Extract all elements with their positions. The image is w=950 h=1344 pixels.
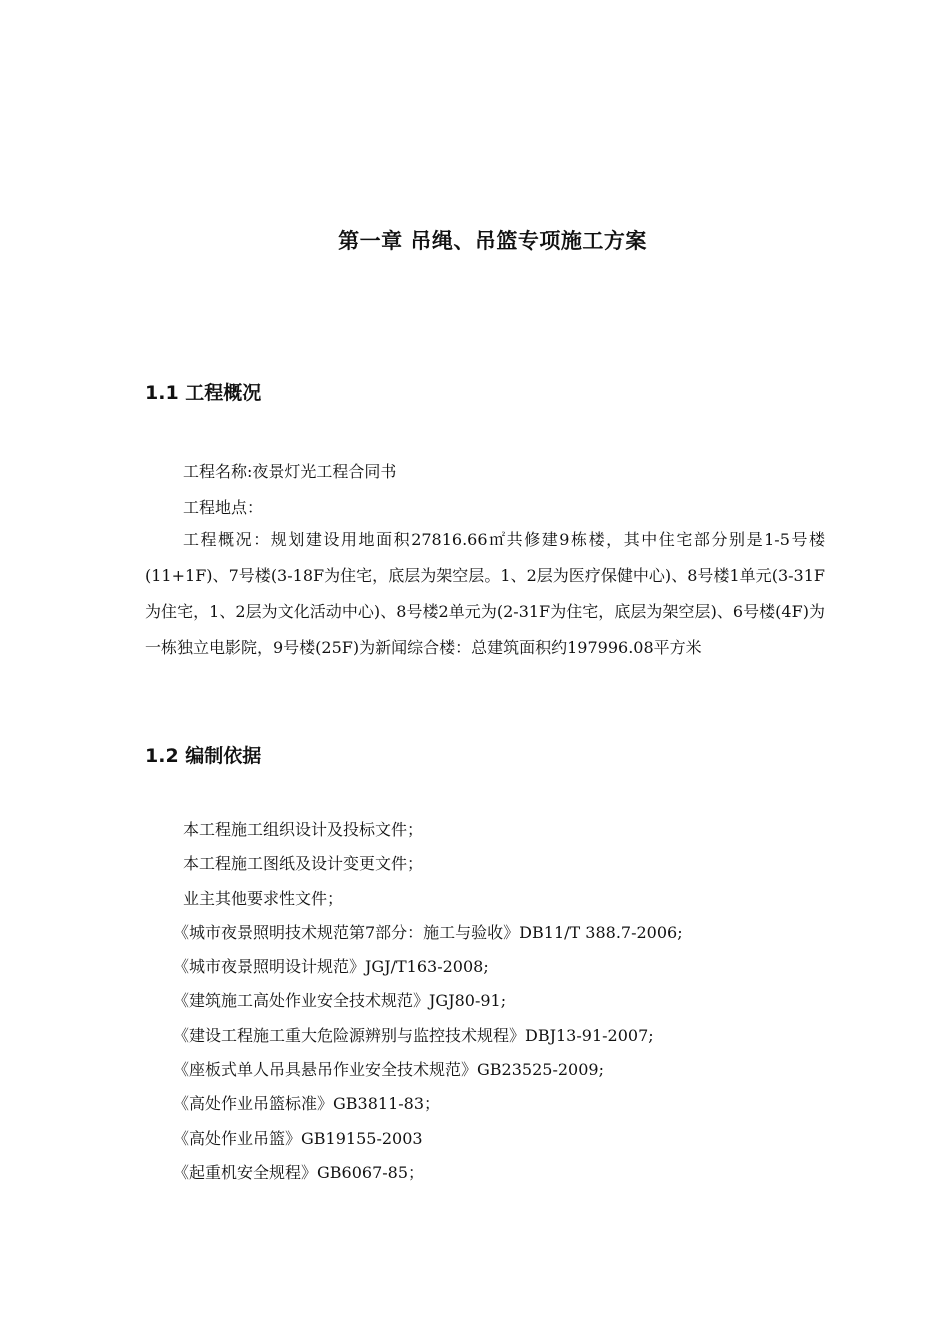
list-item: 《城市夜景照明技术规范第7部分：施工与验收》DB11/T 388.7-2006; [173,922,683,942]
list-item: 《建筑施工高处作业安全技术规范》JGJ80-91; [173,991,507,1011]
section-heading-basis: 1.2 编制依据 [145,745,262,767]
project-overview-paragraph: 工程概况：规划建设用地面积27816.66㎡共修建9栋楼，其中住宅部分别是1-5号楼(11+1F)、7号楼(3-18F为住宅，底层为架空层。1、2层为医疗保健中心)、8号楼1单元(3-31F为住宅，1、2层为文化活动中心)、8号楼2单元为(2-31F为住宅，底层为架空层)、6号楼(4F)为一栋独立电影院，9号楼(25F)为新闻综合楼：总建筑面积约197996.08平方米 [145,530,825,657]
basis-list [145,813,683,1190]
list-item: 《座板式单人吊具悬吊作业安全技术规范》GB23525-2009; [173,1060,604,1080]
project-name: 工程名称:夜景灯光工程合同书 [183,462,397,481]
list-item: 《高处作业吊篮》GB19155-2003 [173,1128,423,1148]
list-item: 《起重机安全规程》GB6067-85； [173,1162,425,1182]
list-item: 本工程施工图纸及设计变更文件； [183,854,424,874]
project-location: 工程地点： [183,498,264,517]
list-item: 本工程施工组织设计及投标文件； [183,820,424,839]
list-item: 业主其他要求性文件； [183,888,344,908]
section-heading-overview: 1.1 工程概况 [145,382,262,404]
project-info [145,454,825,526]
list-item: 《高处作业吊篮标准》GB3811-83； [173,1094,441,1114]
list-item: 《城市夜景照明设计规范》JGJ/T163-2008; [173,957,489,977]
chapter-title: 第一章 吊绳、吊篮专项施工方案 [338,229,647,253]
list-item: 《建设工程施工重大危险源辨别与监控技术规程》DBJ13-91-2007; [173,1025,654,1045]
